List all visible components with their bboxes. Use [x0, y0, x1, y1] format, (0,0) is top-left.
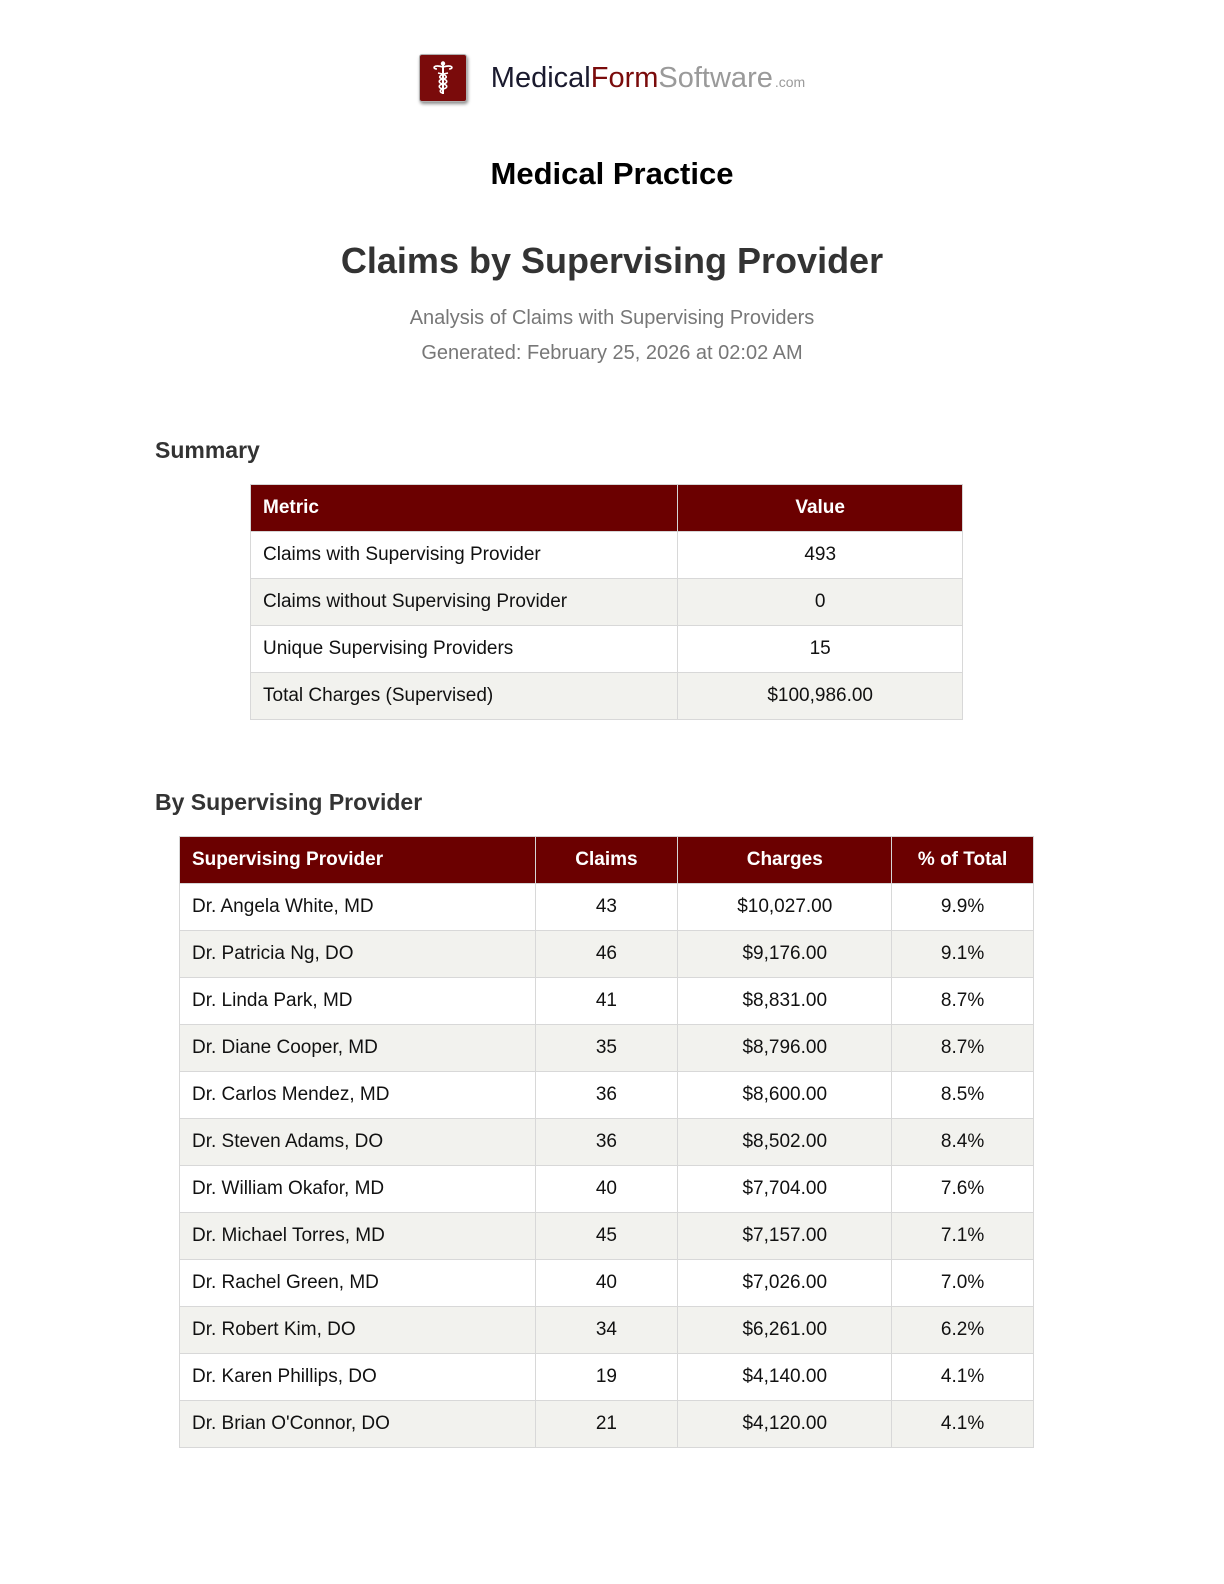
column-header-value: Value [678, 485, 963, 532]
claims-cell: 46 [535, 931, 678, 978]
percent-cell: 8.4% [892, 1119, 1034, 1166]
claims-cell: 34 [535, 1307, 678, 1354]
percent-cell: 8.7% [892, 978, 1034, 1025]
logo-text-medical: Medical [490, 61, 591, 94]
charges-cell: $7,026.00 [678, 1260, 892, 1307]
column-header-percent: % of Total [892, 837, 1034, 884]
table-header-row [180, 837, 1034, 884]
provider-cell: Dr. Brian O'Connor, DO [180, 1401, 536, 1448]
charges-cell: $10,027.00 [678, 884, 892, 931]
claims-cell: 21 [535, 1401, 678, 1448]
value-cell: 493 [678, 532, 963, 579]
table-row [180, 1213, 1034, 1260]
percent-cell: 4.1% [892, 1354, 1034, 1401]
metric-cell: Total Charges (Supervised) [251, 673, 678, 720]
provider-table [179, 836, 1034, 1448]
table-row [180, 1401, 1034, 1448]
page-subtitle: Analysis of Claims with Supervising Providers [409, 307, 815, 329]
column-header-provider: Supervising Provider [180, 837, 536, 884]
percent-cell: 8.5% [892, 1072, 1034, 1119]
percent-cell: 9.1% [892, 931, 1034, 978]
table-row [180, 1307, 1034, 1354]
percent-cell: 8.7% [892, 1025, 1034, 1072]
table-row [180, 1166, 1034, 1213]
percent-cell: 6.2% [892, 1307, 1034, 1354]
metric-cell: Claims with Supervising Provider [251, 532, 678, 579]
logo [0, 52, 1224, 104]
charges-cell: $8,796.00 [678, 1025, 892, 1072]
column-header-metric: Metric [251, 485, 678, 532]
table-row [251, 532, 963, 579]
charges-cell: $8,600.00 [678, 1072, 892, 1119]
practice-name: Medical Practice [490, 156, 734, 191]
table-row [251, 579, 963, 626]
metric-cell: Unique Supervising Providers [251, 626, 678, 673]
column-header-claims: Claims [535, 837, 678, 884]
claims-cell: 35 [535, 1025, 678, 1072]
value-cell: 15 [678, 626, 963, 673]
claims-cell: 43 [535, 884, 678, 931]
logo-wordmark [491, 62, 805, 95]
provider-cell: Dr. Carlos Mendez, MD [180, 1072, 536, 1119]
claims-cell: 40 [535, 1260, 678, 1307]
charges-cell: $8,831.00 [678, 978, 892, 1025]
percent-cell: 7.0% [892, 1260, 1034, 1307]
value-cell: 0 [678, 579, 963, 626]
charges-cell: $7,704.00 [678, 1166, 892, 1213]
provider-cell: Dr. Michael Torres, MD [180, 1213, 536, 1260]
table-row [180, 1025, 1034, 1072]
percent-cell: 7.6% [892, 1166, 1034, 1213]
column-header-charges: Charges [678, 837, 892, 884]
provider-cell: Dr. William Okafor, MD [180, 1166, 536, 1213]
percent-cell: 9.9% [892, 884, 1034, 931]
page-title: Claims by Supervising Provider [340, 240, 884, 281]
charges-cell: $8,502.00 [678, 1119, 892, 1166]
provider-cell: Dr. Steven Adams, DO [180, 1119, 536, 1166]
claims-cell: 36 [535, 1072, 678, 1119]
provider-cell: Dr. Angela White, MD [180, 884, 536, 931]
claims-cell: 36 [535, 1119, 678, 1166]
table-row [180, 1354, 1034, 1401]
provider-cell: Dr. Linda Park, MD [180, 978, 536, 1025]
logo-text-com: .com [774, 73, 806, 90]
charges-cell: $9,176.00 [678, 931, 892, 978]
charges-cell: $4,120.00 [678, 1401, 892, 1448]
table-row [180, 884, 1034, 931]
logo-text-form: Form [590, 61, 659, 94]
claims-cell: 40 [535, 1166, 678, 1213]
claims-cell: 45 [535, 1213, 678, 1260]
table-row [180, 978, 1034, 1025]
caduceus-icon [419, 54, 467, 102]
generated-timestamp: Generated: February 25, 2026 at 02:02 AM [421, 342, 803, 364]
value-cell: $100,986.00 [678, 673, 963, 720]
logo-text-software: Software [658, 61, 773, 94]
claims-cell: 19 [535, 1354, 678, 1401]
table-header-row [251, 485, 963, 532]
charges-cell: $4,140.00 [678, 1354, 892, 1401]
charges-cell: $7,157.00 [678, 1213, 892, 1260]
table-row [180, 931, 1034, 978]
provider-cell: Dr. Robert Kim, DO [180, 1307, 536, 1354]
summary-table [250, 484, 963, 720]
table-row [180, 1119, 1034, 1166]
metric-cell: Claims without Supervising Provider [251, 579, 678, 626]
provider-cell: Dr. Rachel Green, MD [180, 1260, 536, 1307]
provider-cell: Dr. Diane Cooper, MD [180, 1025, 536, 1072]
provider-cell: Dr. Karen Phillips, DO [180, 1354, 536, 1401]
providers-heading: By Supervising Provider [155, 789, 423, 815]
table-row [251, 626, 963, 673]
provider-cell: Dr. Patricia Ng, DO [180, 931, 536, 978]
table-row [251, 673, 963, 720]
percent-cell: 4.1% [892, 1401, 1034, 1448]
table-row [180, 1072, 1034, 1119]
claims-cell: 41 [535, 978, 678, 1025]
percent-cell: 7.1% [892, 1213, 1034, 1260]
charges-cell: $6,261.00 [678, 1307, 892, 1354]
table-row [180, 1260, 1034, 1307]
summary-heading: Summary [155, 437, 260, 463]
